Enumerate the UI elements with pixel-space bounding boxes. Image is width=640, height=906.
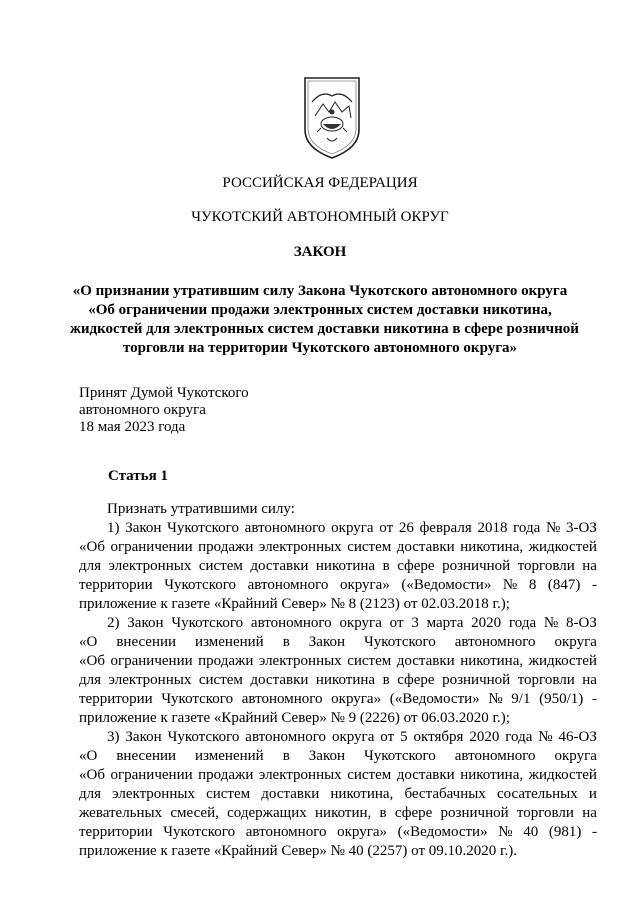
body-word: жидкостей (528, 767, 597, 783)
body-word: года (513, 520, 541, 536)
body-line (79, 823, 597, 842)
body-word: жидкостей (528, 653, 597, 669)
body-word: территории (79, 824, 153, 840)
body-word: для (79, 672, 102, 688)
body-word: систем (347, 653, 392, 669)
body-text: приложение к газете «Крайний Север» № 8 (2123) от 02.03.2018 г.); (79, 596, 510, 612)
body-word: доставки (250, 558, 309, 574)
body-word: автономного (245, 729, 327, 745)
body-word: от (380, 729, 395, 745)
body-word: Чукотского (164, 577, 237, 593)
body-word: марта (426, 615, 464, 631)
adoption-line: автономного округа (79, 402, 206, 418)
body-word: Закон (125, 729, 162, 745)
body-word: электронных (112, 786, 195, 802)
body-word: розничной (442, 558, 511, 574)
body-word: («Ведомости» (389, 691, 480, 707)
body-text: приложение к газете «Крайний Север» № 9 (2226) от 06.03.2020 г.); (79, 710, 510, 726)
body-word: территории (79, 577, 153, 593)
body-word: 3-ОЗ (566, 520, 597, 536)
body-word: ограничении (110, 539, 193, 555)
body-word: Закон (308, 748, 346, 764)
body-word: «Об (79, 653, 105, 669)
body-word: розничной (442, 672, 511, 688)
body-word: № (538, 729, 553, 745)
body-word: электронных (108, 672, 192, 688)
body-word: сосательных (496, 786, 578, 802)
body-word: февраля (419, 520, 472, 536)
body-word: автономного (454, 634, 536, 650)
body-word: октября (413, 729, 464, 745)
body-word: территории (79, 691, 153, 707)
body-word: в (382, 558, 390, 574)
body-word: № (546, 520, 561, 536)
law-title-line: торговли на территории Чукотского автономного округа» (122, 340, 518, 356)
body-line (79, 728, 597, 747)
body-word: жидкостей (528, 539, 597, 555)
body-word: внесении (116, 748, 177, 764)
body-word: Закон (127, 615, 164, 631)
body-word: систем (347, 767, 392, 783)
law-title-line: «О признании утратившим силу Закона Чукотского автономного округа (72, 283, 568, 299)
region-heading: ЧУКОТСКИЙ АВТОНОМНЫЙ ОКРУГ (191, 209, 449, 225)
adoption-date: 18 мая 2023 года (79, 419, 186, 435)
body-word: «О (79, 634, 98, 650)
law-title-line: жидкостей для электронных систем доставки никотина в сфере розничной (70, 321, 579, 337)
body-word: ограничении (110, 653, 193, 669)
body-word: доставки (396, 539, 455, 555)
body-word: бестабачных (404, 786, 486, 802)
body-word: Закон (125, 520, 162, 536)
body-word: внесении (116, 634, 177, 650)
body-word: Чукотского (171, 615, 244, 631)
body-word: округа (554, 748, 597, 764)
body-word: на (582, 672, 597, 688)
body-line (79, 614, 597, 633)
body-word: 9/1 (511, 691, 531, 707)
body-word: 2020 (471, 615, 502, 631)
body-word: изменений (195, 634, 264, 650)
body-word: никотина, (460, 653, 524, 669)
body-line (79, 766, 597, 785)
body-word: автономного (244, 520, 326, 536)
body-word: электронных (258, 767, 342, 783)
body-word: 5 (400, 729, 408, 745)
body-word: доставки (261, 786, 320, 802)
article-heading: Статья 1 (108, 468, 168, 484)
body-word: округа (554, 634, 597, 650)
adoption-info (79, 385, 249, 436)
body-word: систем (206, 786, 251, 802)
body-word: № (498, 824, 513, 840)
body-word: округа» (339, 577, 390, 593)
body-word: ограничении (110, 767, 193, 783)
body-word: розничной (440, 805, 509, 821)
body-word: «Об (79, 767, 105, 783)
body-word: 3) (107, 729, 120, 745)
body-line (79, 785, 597, 804)
body-word: Чукотского (364, 634, 436, 650)
body-line (79, 747, 597, 766)
body-word: торговли (516, 805, 574, 821)
body-word: - (591, 577, 597, 593)
body-word: и (588, 786, 597, 802)
body-line (79, 557, 597, 576)
body-word: (981) (548, 824, 582, 840)
body-word: - (591, 691, 597, 707)
body-word: Чукотского (161, 691, 234, 707)
body-word: округа (331, 520, 374, 536)
body-word: систем (198, 558, 243, 574)
body-word: 2020 (469, 729, 500, 745)
body-word: № (543, 615, 559, 631)
body-word: продажи (198, 653, 254, 669)
body-word: 2) (107, 615, 120, 631)
body-line (79, 595, 597, 614)
body-word: (847) (547, 577, 581, 593)
law-title-line: «Об ограничении продажи электронных систем доставки никотина, (88, 302, 552, 318)
body-word: автономного (245, 824, 327, 840)
body-word: Чукотского (364, 748, 436, 764)
body-word: в (282, 634, 290, 650)
coat-of-arms-emblem (297, 72, 367, 162)
country-heading: РОССИЙСКАЯ ФЕДЕРАЦИЯ (222, 175, 418, 191)
body-line (79, 576, 597, 595)
body-word: - (591, 824, 597, 840)
body-line (79, 538, 597, 557)
body-word: никотина, (460, 767, 524, 783)
body-word: в (282, 748, 290, 764)
body-word: никотина, (460, 539, 524, 555)
body-line (79, 652, 597, 671)
body-word: от (389, 615, 404, 631)
body-word: «О (79, 748, 98, 764)
body-word: округа (339, 615, 382, 631)
body-word: никотина (315, 558, 376, 574)
body-word: продажи (198, 767, 254, 783)
body-word: содержащих (227, 805, 307, 821)
body-word: № (502, 577, 518, 593)
body-word: жевательных (79, 805, 163, 821)
body-word: 40 (523, 824, 539, 840)
body-word: для (79, 786, 102, 802)
body-word: «Об (79, 539, 105, 555)
body-word: доставки (250, 672, 309, 688)
body-word: электронных (258, 653, 342, 669)
body-word: на (582, 558, 597, 574)
body-word: никотина (315, 672, 376, 688)
body-word: года (505, 729, 533, 745)
body-word: изменений (195, 748, 264, 764)
body-word: Закон (308, 634, 346, 650)
body-word: торговли (517, 558, 575, 574)
body-word: автономного (454, 748, 536, 764)
body-word: доставки (396, 767, 455, 783)
body-word: автономного (241, 691, 323, 707)
body-word: 8 (528, 577, 537, 593)
body-word: округа» (337, 824, 388, 840)
body-line (79, 709, 597, 728)
body-line (79, 633, 597, 652)
body-word: систем (347, 539, 392, 555)
body-word: округа» (331, 691, 382, 707)
body-word: 3 (411, 615, 419, 631)
body-word: сфере (397, 558, 435, 574)
body-word: (950/1) (539, 691, 584, 707)
body-word: торговли (517, 672, 575, 688)
body-word: 8-ОЗ (566, 615, 597, 631)
body-word: автономного (247, 577, 329, 593)
body-word: № (488, 691, 503, 707)
body-line (79, 804, 597, 823)
body-line (79, 500, 597, 519)
body-word: электронных (258, 539, 342, 555)
doc-type-heading: ЗАКОН (293, 244, 347, 260)
body-word: Чукотского (167, 729, 240, 745)
body-word: продажи (198, 539, 254, 555)
law-title (70, 282, 579, 358)
body-word: сфере (394, 805, 433, 821)
body-word: («Ведомости» (397, 824, 488, 840)
article-body (79, 500, 597, 861)
body-word: 26 (398, 520, 414, 536)
body-word: в (382, 672, 390, 688)
body-word: Чукотского (167, 520, 239, 536)
body-word: систем (198, 672, 243, 688)
body-line (79, 690, 597, 709)
body-word: от (379, 520, 394, 536)
body-word: 2018 (477, 520, 508, 536)
body-word: 1) (107, 520, 120, 536)
body-word: года (508, 615, 537, 631)
body-word: Чукотского (163, 824, 236, 840)
body-word: в (379, 805, 387, 821)
body-word: для (79, 558, 102, 574)
body-word: («Ведомости» (401, 577, 492, 593)
body-line (79, 671, 597, 690)
body-word: смесей, (170, 805, 219, 821)
body-word: доставки (396, 653, 455, 669)
body-text: приложение к газете «Крайний Север» № 40 (2257) от 09.10.2020 г.). (79, 843, 517, 859)
body-line (79, 519, 597, 538)
body-line (79, 842, 597, 861)
body-word: сфере (397, 672, 435, 688)
body-word: округа (331, 729, 375, 745)
body-word: на (582, 805, 597, 821)
adoption-line: Принят Думой Чукотского (79, 385, 249, 401)
body-word: электронных (108, 558, 192, 574)
body-word: 46-ОЗ (558, 729, 597, 745)
body-text: Признать утратившими силу: (107, 501, 295, 517)
body-word: никотина, (330, 786, 394, 802)
body-word: никотин, (315, 805, 372, 821)
body-word: автономного (250, 615, 332, 631)
